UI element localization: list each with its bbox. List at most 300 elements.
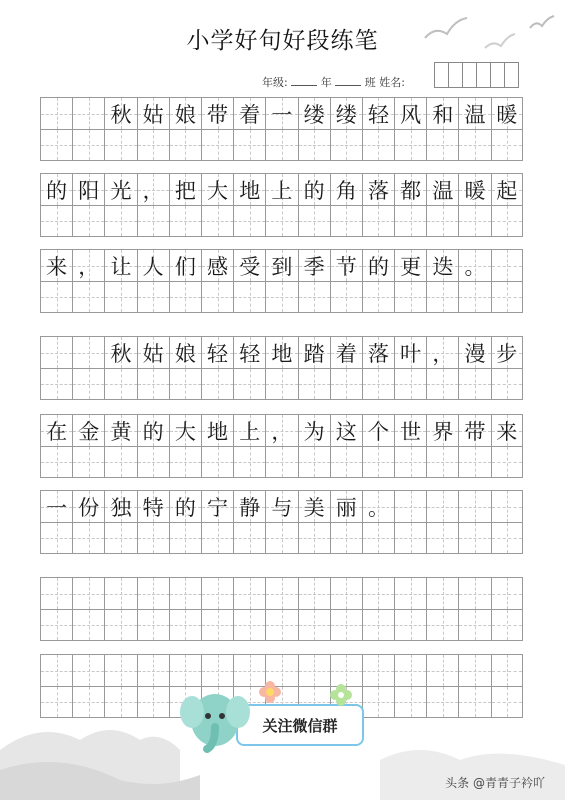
- grid-cell: [394, 609, 426, 641]
- grid-cell: [40, 281, 72, 313]
- grid-cell: [137, 577, 169, 609]
- grid-cell: [298, 577, 330, 609]
- grid-cell: [394, 336, 426, 368]
- grid-cell: [426, 609, 458, 641]
- grid-cell: [362, 336, 394, 368]
- grid-cell: [491, 97, 523, 129]
- grid-cell: [298, 609, 330, 641]
- grid-character: 步: [496, 341, 518, 366]
- grid-cell: [265, 173, 297, 205]
- grid-character: 上: [239, 419, 261, 444]
- grid-cell: [233, 281, 265, 313]
- grid-cell: [330, 414, 362, 446]
- grid-row: [40, 173, 523, 205]
- grid-cell: [72, 490, 104, 522]
- grid-character: 一: [46, 495, 68, 520]
- grid-character: 轻: [367, 102, 389, 127]
- grid-cell: [394, 577, 426, 609]
- grid-cell: [169, 609, 201, 641]
- grid-cell: [458, 446, 490, 478]
- grid-cell: [72, 414, 104, 446]
- grid-row: [40, 414, 523, 446]
- grid-cell: [426, 654, 458, 686]
- page-title: 小学好句好段练笔: [186, 28, 379, 54]
- grid-character: 到: [271, 254, 293, 279]
- grid-cell: [458, 281, 490, 313]
- grid-cell: [201, 129, 233, 161]
- grid-block: [40, 173, 523, 237]
- grid-cell: [201, 522, 233, 554]
- grid-row: [40, 368, 523, 400]
- grid-cell: [201, 281, 233, 313]
- grid-character: 。: [367, 495, 389, 520]
- grid-cell: [40, 249, 72, 281]
- grid-cell: [233, 368, 265, 400]
- grid-cell: [169, 249, 201, 281]
- grid-cell: [394, 97, 426, 129]
- grid-cell: [104, 414, 136, 446]
- grid-cell: [426, 97, 458, 129]
- grid-cell: [104, 490, 136, 522]
- grid-row: [40, 522, 523, 554]
- grid-cell: [491, 654, 523, 686]
- grid-cell: [233, 249, 265, 281]
- grid-cell: [137, 129, 169, 161]
- grid-cell: [72, 281, 104, 313]
- grid-character: 更: [400, 254, 422, 279]
- grid-cell: [201, 97, 233, 129]
- grid-cell: [169, 446, 201, 478]
- grid-cell: [394, 173, 426, 205]
- grid-cell: [233, 173, 265, 205]
- grid-character: 地: [239, 178, 261, 203]
- grid-cell: [491, 609, 523, 641]
- grid-cell: [40, 97, 72, 129]
- elephant-icon: [180, 682, 250, 762]
- grid-cell: [72, 654, 104, 686]
- grid-row: [40, 97, 523, 129]
- grid-character: 角: [335, 178, 357, 203]
- grid-cell: [362, 368, 394, 400]
- grid-character: 把: [174, 178, 196, 203]
- grid-character: 带: [207, 102, 229, 127]
- grid-character: 娘: [174, 341, 196, 366]
- grid-cell: [72, 173, 104, 205]
- grade-label: 年级:: [262, 76, 288, 89]
- grid-cell: [233, 336, 265, 368]
- grid-cell: [201, 609, 233, 641]
- grid-cell: [40, 414, 72, 446]
- grid-character: 为: [303, 419, 325, 444]
- grid-cell: [298, 446, 330, 478]
- grid-cell: [426, 414, 458, 446]
- grid-character: 特: [142, 495, 164, 520]
- grid-cell: [330, 129, 362, 161]
- grid-cell: [169, 173, 201, 205]
- grid-cell: [362, 414, 394, 446]
- grid-character: 地: [207, 419, 229, 444]
- grid-cell: [169, 368, 201, 400]
- grid-cell: [201, 577, 233, 609]
- grid-cell: [362, 609, 394, 641]
- grid-cell: [394, 654, 426, 686]
- grid-cell: [137, 368, 169, 400]
- grid-cell: [394, 490, 426, 522]
- birds-decoration: [405, 8, 565, 68]
- grid-cell: [137, 97, 169, 129]
- grid-cell: [362, 654, 394, 686]
- grid-cell: [137, 522, 169, 554]
- grid-cell: [491, 577, 523, 609]
- grid-character: 漫: [464, 341, 486, 366]
- grid-cell: [491, 414, 523, 446]
- grid-cell: [458, 97, 490, 129]
- grid-cell: [458, 654, 490, 686]
- grid-character: 美: [303, 495, 325, 520]
- grid-block: [40, 414, 523, 478]
- grid-cell: [458, 490, 490, 522]
- grid-cell: [426, 173, 458, 205]
- grid-cell: [491, 522, 523, 554]
- grid-cell: [40, 490, 72, 522]
- grid-cell: [201, 205, 233, 237]
- grid-character: 与: [271, 495, 293, 520]
- grid-cell: [104, 97, 136, 129]
- grid-row: [40, 281, 523, 313]
- grid-cell: [104, 173, 136, 205]
- grid-cell: [104, 577, 136, 609]
- grid-character: 暖: [464, 178, 486, 203]
- grid-cell: [201, 368, 233, 400]
- grid-character: 宁: [207, 495, 229, 520]
- grid-character: ，: [142, 178, 164, 203]
- grid-cell: [330, 654, 362, 686]
- grid-character: 大: [174, 419, 196, 444]
- grid-cell: [362, 522, 394, 554]
- grid-cell: [40, 368, 72, 400]
- grid-block: [40, 336, 523, 400]
- grid-cell: [233, 129, 265, 161]
- grid-cell: [330, 173, 362, 205]
- grid-cell: [104, 446, 136, 478]
- grid-row: [40, 129, 523, 161]
- grid-cell: [330, 281, 362, 313]
- grid-cell: [169, 205, 201, 237]
- grid-character: 的: [142, 419, 164, 444]
- grid-row: [40, 336, 523, 368]
- grid-character: 秋: [110, 102, 132, 127]
- grid-cell: [233, 414, 265, 446]
- grid-character: 金: [78, 419, 100, 444]
- grid-cell: [491, 173, 523, 205]
- grid-character: 和: [432, 102, 454, 127]
- grid-cell: [104, 281, 136, 313]
- grid-character: 着: [239, 102, 261, 127]
- grid-cell: [265, 205, 297, 237]
- grid-character: 们: [174, 254, 196, 279]
- grid-cell: [330, 336, 362, 368]
- grid-cell: [104, 368, 136, 400]
- grid-character: 阳: [78, 178, 100, 203]
- grid-cell: [137, 249, 169, 281]
- grid-character: 让: [110, 254, 132, 279]
- grid-block: [40, 97, 523, 161]
- grid-cell: [394, 129, 426, 161]
- grid-cell: [104, 336, 136, 368]
- grid-cell: [362, 173, 394, 205]
- grid-character: 一: [271, 102, 293, 127]
- grid-cell: [458, 368, 490, 400]
- grid-character: ，: [432, 341, 454, 366]
- grid-cell: [330, 249, 362, 281]
- grid-cell: [330, 368, 362, 400]
- grid-cell: [72, 336, 104, 368]
- grid-row: [40, 249, 523, 281]
- grid-row: [40, 609, 523, 641]
- grid-cell: [298, 522, 330, 554]
- grid-row: [40, 205, 523, 237]
- grid-cell: [40, 577, 72, 609]
- grid-character: 秋: [110, 341, 132, 366]
- grid-cell: [298, 490, 330, 522]
- grid-cell: [362, 249, 394, 281]
- grid-character: 份: [78, 495, 100, 520]
- grid-cell: [298, 368, 330, 400]
- grid-cell: [394, 205, 426, 237]
- grid-cell: [40, 336, 72, 368]
- grid-cell: [491, 336, 523, 368]
- grid-character: 姑: [142, 102, 164, 127]
- student-info-line: [262, 74, 405, 90]
- grid-cell: [104, 609, 136, 641]
- grid-character: 受: [239, 254, 261, 279]
- grid-cell: [298, 129, 330, 161]
- grid-cell: [40, 654, 72, 686]
- grid-character: 节: [335, 254, 357, 279]
- grid-cell: [137, 609, 169, 641]
- grid-cell: [72, 205, 104, 237]
- grid-cell: [426, 522, 458, 554]
- grid-cell: [201, 490, 233, 522]
- grid-cell: [491, 249, 523, 281]
- grid-character: 上: [271, 178, 293, 203]
- grid-character: 来: [496, 419, 518, 444]
- grid-character: 温: [464, 102, 486, 127]
- grid-cell: [298, 173, 330, 205]
- grid-character: 暖: [496, 102, 518, 127]
- grid-character: 界: [432, 419, 454, 444]
- grid-row: [40, 446, 523, 478]
- flower-icon: [258, 680, 282, 704]
- grid-cell: [137, 336, 169, 368]
- grid-cell: [426, 577, 458, 609]
- grid-character: 丽: [335, 495, 357, 520]
- grid-character: 风: [400, 102, 422, 127]
- grid-character: 地: [271, 341, 293, 366]
- grid-cell: [330, 577, 362, 609]
- grid-cell: [426, 249, 458, 281]
- grid-cell: [458, 249, 490, 281]
- grid-cell: [169, 129, 201, 161]
- grid-cell: [201, 336, 233, 368]
- grid-cell: [362, 446, 394, 478]
- grid-character: 独: [110, 495, 132, 520]
- grid-character: 黄: [110, 419, 132, 444]
- grid-cell: [104, 129, 136, 161]
- grid-cell: [265, 129, 297, 161]
- grid-cell: [426, 336, 458, 368]
- grid-cell: [394, 368, 426, 400]
- grid-character: 季: [303, 254, 325, 279]
- grid-cell: [137, 281, 169, 313]
- grid-cell: [169, 577, 201, 609]
- grid-row: [40, 577, 523, 609]
- grid-cell: [362, 577, 394, 609]
- grid-cell: [72, 609, 104, 641]
- grid-cell: [362, 205, 394, 237]
- grid-cell: [362, 281, 394, 313]
- class-blank: [335, 75, 361, 86]
- grid-cell: [72, 97, 104, 129]
- grid-cell: [137, 490, 169, 522]
- grid-cell: [298, 414, 330, 446]
- grid-character: 踏: [303, 341, 325, 366]
- grid-character: 的: [303, 178, 325, 203]
- grid-character: 温: [432, 178, 454, 203]
- grid-cell: [137, 654, 169, 686]
- grid-cell: [72, 446, 104, 478]
- grid-cell: [330, 205, 362, 237]
- grid-block: [40, 577, 523, 641]
- grid-cell: [298, 249, 330, 281]
- grid-cell: [201, 173, 233, 205]
- grid-cell: [137, 446, 169, 478]
- grid-character: 个: [367, 419, 389, 444]
- grid-character: 落: [367, 341, 389, 366]
- grid-cell: [104, 654, 136, 686]
- follow-badge: [236, 704, 364, 746]
- grid-cell: [169, 281, 201, 313]
- grid-cell: [394, 249, 426, 281]
- grid-cell: [40, 446, 72, 478]
- grid-cell: [362, 97, 394, 129]
- grid-cell: [233, 577, 265, 609]
- grid-cell: [426, 490, 458, 522]
- grid-cell: [491, 205, 523, 237]
- footer-credit: 头条 @青青子衿吖: [445, 776, 545, 790]
- grid-cell: [458, 577, 490, 609]
- grid-cell: [169, 97, 201, 129]
- grid-cell: [298, 205, 330, 237]
- grid-character: 在: [46, 419, 68, 444]
- grid-block: [40, 249, 523, 313]
- grid-cell: [201, 414, 233, 446]
- grid-character: 姑: [142, 341, 164, 366]
- grid-cell: [40, 522, 72, 554]
- grid-cell: [426, 281, 458, 313]
- year-label: 年: [320, 76, 332, 89]
- grid-cell: [330, 97, 362, 129]
- grid-cell: [265, 249, 297, 281]
- grid-cell: [265, 522, 297, 554]
- grid-cell: [426, 205, 458, 237]
- grid-character: 世: [400, 419, 422, 444]
- grid-character: 。: [464, 254, 486, 279]
- grid-cell: [458, 609, 490, 641]
- grid-character: 的: [174, 495, 196, 520]
- grid-cell: [169, 414, 201, 446]
- grid-cell: [40, 173, 72, 205]
- grid-cell: [72, 129, 104, 161]
- grid-cell: [458, 522, 490, 554]
- grid-character: 娘: [174, 102, 196, 127]
- grid-character: 感: [207, 254, 229, 279]
- grid-character: 轻: [239, 341, 261, 366]
- grid-character: 大: [207, 178, 229, 203]
- grid-cell: [137, 205, 169, 237]
- grid-cell: [265, 490, 297, 522]
- grid-character: 这: [335, 419, 357, 444]
- grade-blank: [291, 75, 317, 86]
- grid-character: 着: [335, 341, 357, 366]
- grid-cell: [298, 336, 330, 368]
- grid-character: 缕: [303, 102, 325, 127]
- grid-cell: [137, 173, 169, 205]
- grid-cell: [104, 522, 136, 554]
- grid-cell: [233, 490, 265, 522]
- grid-cell: [265, 368, 297, 400]
- grid-cell: [104, 205, 136, 237]
- grid-cell: [298, 281, 330, 313]
- grid-cell: [265, 281, 297, 313]
- grid-block: [40, 490, 523, 554]
- grid-cell: [458, 414, 490, 446]
- grid-character: 起: [496, 178, 518, 203]
- grid-cell: [491, 490, 523, 522]
- grid-cell: [233, 446, 265, 478]
- grid-cell: [265, 414, 297, 446]
- grid-cell: [362, 490, 394, 522]
- grid-cell: [201, 249, 233, 281]
- flower-icon-green: [330, 684, 352, 706]
- grid-character: 的: [367, 254, 389, 279]
- grid-character: 轻: [207, 341, 229, 366]
- grid-character: 落: [367, 178, 389, 203]
- grid-cell: [265, 336, 297, 368]
- grid-cell: [104, 249, 136, 281]
- grid-cell: [72, 249, 104, 281]
- grid-cell: [458, 205, 490, 237]
- grid-cell: [362, 129, 394, 161]
- grid-cell: [298, 654, 330, 686]
- grid-character: 来: [46, 254, 68, 279]
- grid-character: 带: [464, 419, 486, 444]
- follow-badge-text: 关注微信群: [262, 716, 338, 735]
- grid-character: 静: [239, 495, 261, 520]
- grid-cell: [394, 281, 426, 313]
- grid-row: [40, 490, 523, 522]
- grid-cell: [491, 446, 523, 478]
- grid-character: 光: [110, 178, 132, 203]
- grid-cell: [491, 368, 523, 400]
- grid-character: 叶: [400, 341, 422, 366]
- grid-cell: [40, 205, 72, 237]
- grid-cell: [394, 414, 426, 446]
- grid-cell: [458, 129, 490, 161]
- grid-cell: [169, 336, 201, 368]
- grid-cell: [233, 522, 265, 554]
- grid-cell: [169, 522, 201, 554]
